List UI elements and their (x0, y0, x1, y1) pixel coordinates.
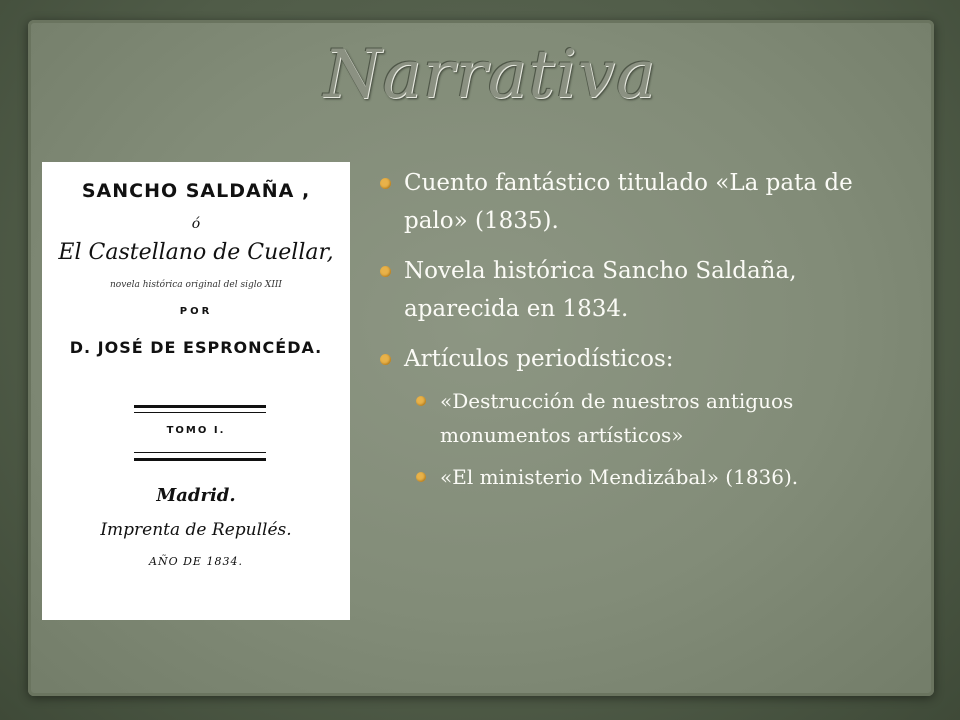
bullet-text: Artículos periodísticos: (404, 346, 674, 372)
bullet-item (374, 252, 914, 328)
book-rule (134, 452, 266, 453)
bullet-dot-icon (380, 266, 391, 277)
book-cover-image (42, 162, 350, 620)
bullet-text: «Destrucción de nuestros antiguos monumentos artísticos» (440, 389, 794, 447)
book-subtitle: El Castellano de Cuellar, (58, 240, 334, 265)
bullet-dot-icon (416, 472, 426, 482)
book-por: POR (179, 306, 213, 317)
book-city: Madrid. (156, 485, 236, 506)
bullet-text: «El ministerio Mendizábal» (1836). (440, 465, 799, 489)
book-genre: novela histórica original del siglo XIII (110, 280, 282, 290)
book-rule (134, 405, 266, 408)
book-rule (134, 412, 266, 413)
bullet-text: Novela histórica Sancho Saldaña, aparecida en 1834. (404, 258, 797, 322)
book-tomo: TOMO I. (166, 425, 226, 436)
book-rule (134, 458, 266, 461)
book-title: SANCHO SALDAÑA , (81, 180, 311, 202)
bullet-item (374, 340, 914, 378)
bullet-text: Cuento fantástico titulado «La pata de palo» (1835). (404, 170, 853, 234)
bullet-dot-icon (380, 178, 391, 189)
slide-title: Narrativa (323, 36, 657, 113)
book-year: AÑO DE 1834. (149, 555, 243, 568)
bullet-dot-icon (416, 396, 426, 406)
sub-bullet-item (410, 460, 820, 494)
book-printer: Imprenta de Repullés. (100, 520, 292, 540)
bullet-list (374, 164, 914, 502)
bullet-dot-icon (380, 354, 391, 365)
sub-bullet-item (410, 384, 820, 452)
book-author: D. JOSÉ DE ESPRONCÉDA. (69, 338, 323, 357)
bullet-item (374, 164, 914, 240)
book-o: ó (191, 216, 201, 232)
